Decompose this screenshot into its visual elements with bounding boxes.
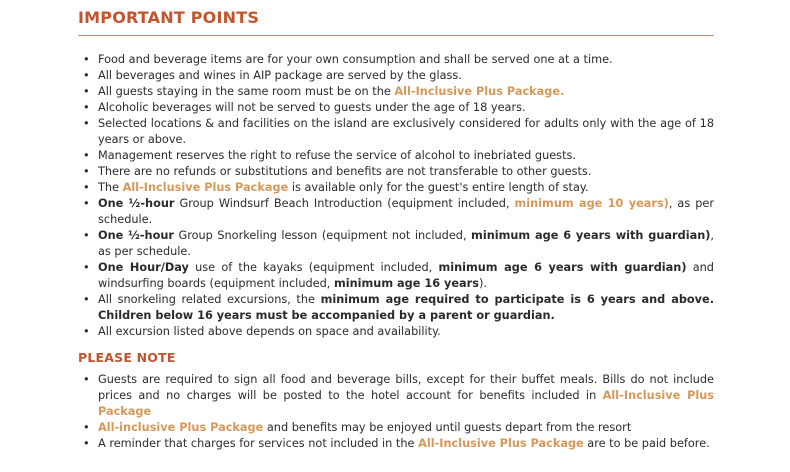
bold-text: One Hour/Day	[98, 261, 189, 274]
heading-divider	[78, 35, 714, 36]
bold-text: One ½-hour	[98, 229, 174, 242]
item-text: ).	[478, 277, 487, 290]
please-note-list	[78, 372, 714, 452]
item-text: and windsurfing boards (equipment included,	[98, 261, 714, 290]
item-text: Food and beverage items are for your own consumption and shall be served one at a time.	[98, 53, 613, 66]
bold-text: minimum age 16 years	[333, 277, 479, 290]
list-item	[78, 164, 714, 180]
item-text: All beverages and wines in AIP package are served by the glass.	[98, 69, 462, 82]
item-text: The	[98, 181, 123, 194]
highlighted-text: All-Inclusive Plus Package	[418, 437, 584, 450]
list-item	[78, 292, 714, 324]
item-text: , as per schedule.	[98, 229, 714, 258]
list-item	[78, 116, 714, 148]
highlighted-text: All-Inclusive Plus Package	[122, 181, 289, 194]
highlighted-text: minimum age 10 years)	[514, 197, 669, 210]
item-text: is available only for the guest's entire length of stay.	[288, 181, 589, 194]
list-item	[78, 260, 714, 292]
bold-text: minimum age required to participate is 6 years and above. Children below 16 years must be accompanied by a parent or guardian.	[98, 293, 714, 322]
bold-text: One ½-hour	[98, 197, 175, 210]
highlighted-text: All-Inclusive Plus Package	[98, 389, 714, 418]
list-item	[78, 148, 714, 164]
item-text: , as per schedule.	[98, 197, 714, 226]
item-text: Alcoholic beverages will not be served to guests under the age of 18 years.	[98, 101, 526, 114]
list-item	[78, 196, 714, 228]
important-points-heading: IMPORTANT POINTS	[78, 8, 260, 27]
highlighted-text: All-Inclusive Plus Package.	[394, 85, 565, 98]
list-item	[78, 52, 714, 68]
list-item	[78, 68, 714, 84]
item-text: and benefits may be enjoyed until guests depart from the resort	[263, 421, 632, 434]
list-item	[78, 436, 714, 452]
item-text: Selected locations & and facilities on the island are exclusively considered for adults only with the age of 18 years or above.	[98, 117, 714, 146]
list-item	[78, 180, 714, 196]
bold-text: minimum age 6 years with guardian)	[471, 229, 711, 242]
item-text: All excursion listed above depends on space and availability.	[98, 325, 441, 338]
item-text: Group Windsurf Beach Introduction (equipment included,	[174, 197, 515, 210]
item-text: There are no refunds or substitutions and benefits are not transferable to other guests.	[98, 165, 592, 178]
item-text: use of the kayaks (equipment included,	[188, 261, 439, 274]
list-item	[78, 420, 714, 436]
list-item	[78, 84, 714, 100]
list-item	[78, 324, 714, 340]
list-item	[78, 228, 714, 260]
item-text: A reminder that charges for services not included in the	[98, 437, 419, 450]
item-text: are to be paid before.	[583, 437, 710, 450]
item-text: Group Snorkeling lesson (equipment not included,	[173, 229, 472, 242]
item-text: All guests staying in the same room must be on the	[98, 85, 395, 98]
item-text: All snorkeling related excursions, the	[98, 293, 321, 306]
item-text: Management reserves the right to refuse the service of alcohol to inebriated guests.	[98, 149, 576, 162]
highlighted-text: All-inclusive Plus Package	[98, 421, 264, 434]
bold-text: minimum age 6 years with guardian)	[438, 261, 687, 274]
please-note-heading: PLEASE NOTE	[78, 350, 176, 365]
list-item	[78, 372, 714, 420]
important-points-list	[78, 52, 714, 340]
item-text: Guests are required to sign all food and beverage bills, except for their buffet meals. Bills do not include prices and no charges will be posted to the hotel account for benefits included in	[98, 373, 714, 402]
list-item	[78, 100, 714, 116]
